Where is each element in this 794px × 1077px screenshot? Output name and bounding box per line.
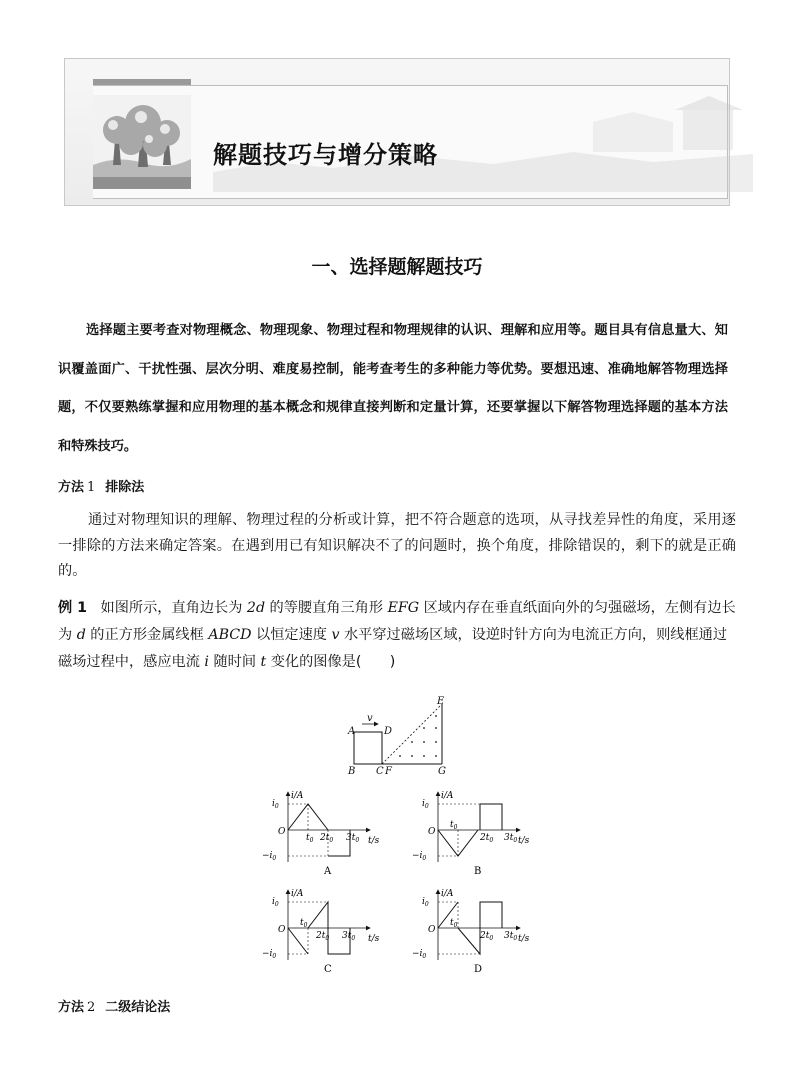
method-1-number: 1 [87, 480, 96, 495]
example-text: 以恒定速度 [251, 627, 332, 643]
example-text: 变化的图像是( ) [266, 654, 396, 670]
neg-i0-label: $-i_0$ [262, 851, 277, 862]
graph-option-C [262, 889, 380, 975]
tick-2t0: $2t_0$ [480, 833, 494, 844]
label-C: C [376, 766, 384, 777]
tick-3t0: $3t_0$ [504, 931, 518, 942]
axis-y-label: i/A [291, 889, 304, 899]
method-2-number: 2 [87, 1000, 96, 1015]
method-2-heading [58, 996, 170, 1015]
i0-label: $i_0$ [272, 897, 279, 908]
label-G: G [438, 766, 446, 777]
tick-3t0: $3t_0$ [342, 931, 356, 942]
example-text: 的等腰直角三角形 [265, 600, 388, 616]
graph-option-D [412, 889, 530, 975]
tick-3t0: $3t_0$ [504, 833, 518, 844]
physics-figure [250, 690, 550, 990]
example-text: 的正方形金属线框 [85, 627, 209, 643]
i0-label: $i_0$ [422, 897, 429, 908]
i0-label: $i_0$ [422, 799, 429, 810]
field-diagram [347, 696, 446, 777]
intro-paragraph: 选择题主要考查对物理概念、物理现象、物理过程和物理规律的认识、理解和应用等。题目具有信息量大、知识覆盖面广、干扰性强、层次分明、难度易控制，能考查考生的多种能力等优势。要想迅速、准确地解答物理选择题，不仅要熟练掌握和应用物理的基本概念和规律直接判断和定量计算，还要掌握以下解答物理选择题的基本方法和特殊技巧。 [58, 323, 728, 454]
var-v: v [331, 627, 340, 643]
label-E: E [437, 696, 445, 707]
square-frame [354, 732, 382, 764]
neg-i0-label: $-i_0$ [412, 949, 427, 960]
axis-x-label: t/s [368, 934, 380, 944]
tick-t0: $t_0$ [306, 833, 314, 844]
var-d: d [76, 627, 86, 643]
curve [288, 928, 308, 954]
axis-y-label: i/A [291, 791, 304, 801]
axis-x-label: t/s [368, 836, 380, 846]
origin-label: O [428, 827, 436, 837]
label-D: D [384, 726, 393, 737]
graph-option-B [412, 791, 530, 877]
label-v: v [367, 713, 373, 724]
method-1-heading [58, 476, 144, 495]
method-1-prefix: 方法 [58, 480, 85, 495]
var-2d: 2d [246, 600, 266, 616]
option-label-C: C [324, 964, 332, 975]
axis-x-label: t/s [518, 934, 530, 944]
axis-y-label: i/A [441, 889, 454, 899]
section-title: 一、选择题解题技巧 [311, 256, 483, 278]
banner-winter-tree-photo [93, 95, 191, 189]
method-1-paragraph: 通过对物理知识的理解、物理过程的分析或计算，把不符合题意的选项，从寻找差异性的角度，采用逐一排除的方法来确定答案。在遇到用已有知识解决不了的问题时，换个角度，排除错误的，剩下的就是正确的。 [58, 512, 736, 579]
label-F: F [385, 766, 392, 777]
example-text: 区域内存在垂直纸面向外的匀强磁场，左侧有边长为 [58, 600, 736, 643]
method-2-prefix: 方法 [58, 1000, 85, 1015]
magnetic-field-dots [399, 715, 437, 757]
tick-2t0: $2t_0$ [320, 833, 334, 844]
chapter-banner [64, 58, 730, 206]
i0-label: $i_0$ [272, 799, 279, 810]
tick-2t0: $2t_0$ [316, 931, 330, 942]
neg-i0-label: $-i_0$ [412, 851, 427, 862]
option-label-A: A [324, 866, 332, 877]
axis-x-label: t/s [518, 836, 530, 846]
method-2-title: 二级结论法 [105, 1000, 171, 1015]
axis-y-label: i/A [441, 791, 454, 801]
example-text: 水平穿过磁场区域，设逆时针方向为电流正方向，则线框通过磁场过程中，感应电流 [58, 627, 728, 670]
neg-i0-label: $-i_0$ [262, 949, 277, 960]
method-1-title: 排除法 [105, 480, 145, 495]
banner-title: 解题技巧与增分策略 [213, 141, 438, 169]
tick-2t0: $2t_0$ [480, 931, 494, 942]
origin-label: O [428, 925, 436, 935]
var-abcd: ABCD [208, 627, 252, 643]
example-1-question [58, 595, 736, 676]
option-label-B: B [474, 866, 482, 877]
example-1-label: 例 1 [58, 600, 87, 616]
origin-label: O [278, 925, 286, 935]
tick-t0: $t_0$ [450, 918, 458, 929]
option-label-D: D [474, 964, 483, 975]
label-B: B [348, 766, 356, 777]
var-t: t [260, 654, 267, 670]
graph-option-A [262, 791, 380, 877]
label-A: A [348, 726, 356, 737]
example-text: 如图所示，直角边长为 [100, 600, 247, 616]
tick-3t0: $3t_0$ [346, 833, 360, 844]
tick-t0: $t_0$ [450, 820, 458, 831]
tick-t0: $t_0$ [300, 918, 308, 929]
example-text: 随时间 [208, 654, 261, 670]
origin-label: O [278, 827, 286, 837]
var-efg: EFG [387, 600, 420, 616]
var-i: i [204, 654, 209, 670]
